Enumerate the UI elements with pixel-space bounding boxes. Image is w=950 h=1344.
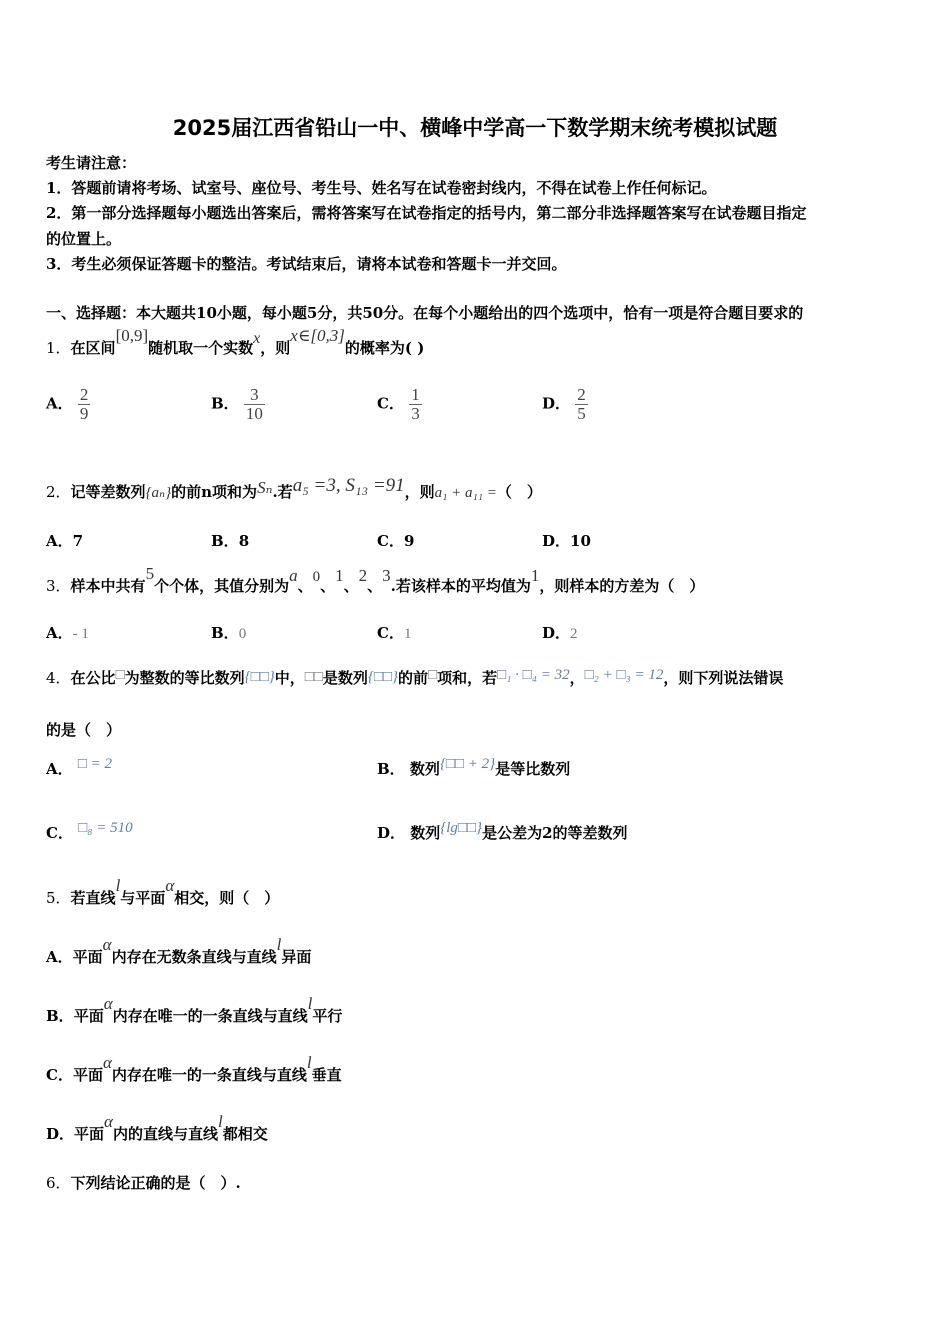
question-number: 4． (46, 669, 71, 687)
option-b: B．8 (211, 532, 250, 550)
option-c: C． □₈ = 510 (46, 820, 133, 842)
fraction: $\frac{1}{3}$ (411, 385, 420, 423)
fraction: $\frac{3}{10}$ (245, 385, 263, 423)
math-condition: a₅ =3, S₁₃ =91 (292, 475, 405, 496)
option-a: A． $\frac{2}{9}$ (46, 385, 89, 423)
option-c: C．1 (377, 624, 412, 642)
math-sum: Sₙ (257, 478, 273, 497)
option-a: A．- 1 (46, 624, 89, 642)
notice-item: 2．第一部分选择题每小题选出答案后，需将答案写在试卷指定的括号内，第二部分非选择题答案写在试卷题目指定 (46, 204, 807, 222)
option-d: D． $\frac{2}{5}$ (542, 385, 586, 423)
math-condition: x∈[0,3] (290, 326, 345, 345)
notice-item: 3．考生必须保证答题卡的整洁。考试结束后，请将本试卷和答题卡一并交回。 (46, 255, 567, 273)
option-a: A． □ = 2 (46, 756, 113, 778)
option-b: B．平面α内存在唯一的一条直线与直线l平行 (46, 994, 343, 1025)
page-title: 2025届江西省铅山一中、横峰中学高一下数学期末统考模拟试题 (172, 116, 778, 140)
option-d: D．2 (542, 624, 578, 642)
option-d: D．10 (542, 532, 591, 550)
question-4: 4．在公比□为整数的等比数列{□□}中，□□是数列{□□}的前□项和，若□₁ · □₄ = 32，□₂ + □₃ = 12，则下列说法错误 (46, 667, 784, 687)
math-variable: x (253, 330, 261, 347)
question-number: 6． (46, 1174, 71, 1192)
math-expression: a₁ + a₁₁ = (434, 485, 497, 501)
question-3: 3．样本中共有5个个体，其值分别为a、0、1、2、3.若该样本的平均值为1，则样本的方差为（ ） (46, 564, 705, 595)
math-sequence: {aₙ} (145, 485, 172, 501)
question-1: 1．在区间[0,9]随机取一个实数x，则x∈[0,3]的概率为( ) (46, 326, 425, 357)
section-heading: 一、选择题：本大题共10小题，每小题5分，共50分。在每个小题给出的四个选项中，恰有一项是符合题目要求的 (46, 304, 804, 322)
fraction: $\frac{2}{5}$ (577, 385, 586, 423)
option-c: C．平面α内存在唯一的一条直线与直线l垂直 (46, 1053, 342, 1084)
notice-heading: 考生请注意： (46, 154, 137, 172)
question-2: 2．记等差数列{aₙ}的前n项和为Sₙ.若a₅ =3, S₁₃ =91，则a₁ + a₁₁ =（ ） (46, 475, 542, 501)
question-5: 5．若直线l与平面α相交，则（ ） (46, 876, 280, 907)
math-interval: [0,9] (115, 326, 149, 345)
question-4-continued: 的是（ ） (46, 721, 122, 739)
option-b: B． 数列{□□ + 2}是等比数列 (377, 756, 571, 778)
option-b: B．0 (211, 624, 247, 642)
option-d: D．平面α内的直线与直线l都相交 (46, 1112, 268, 1143)
notice-item: 的位置上。 (46, 230, 122, 248)
option-c: C．9 (377, 532, 415, 550)
question-number: 2． (46, 483, 71, 501)
option-a: A．平面α内存在无数条直线与直线l异面 (46, 935, 312, 966)
option-a: A．7 (46, 532, 84, 550)
question-number: 1． (46, 339, 71, 357)
option-c: C． $\frac{1}{3}$ (377, 385, 420, 423)
question-number: 3． (46, 577, 71, 595)
question-6: 6．下列结论正确的是（ ）. (46, 1174, 241, 1192)
fraction: $\frac{2}{9}$ (79, 385, 89, 423)
question-number: 5． (46, 889, 71, 907)
notice-item: 1．答题前请将考场、试室号、座位号、考生号、姓名写在试卷密封线内，不得在试卷上作任何标记。 (46, 179, 717, 197)
option-d: D． 数列{lg□□}是公差为2的等差数列 (377, 820, 628, 842)
option-b: B． $\frac{3}{10}$ (211, 385, 263, 423)
